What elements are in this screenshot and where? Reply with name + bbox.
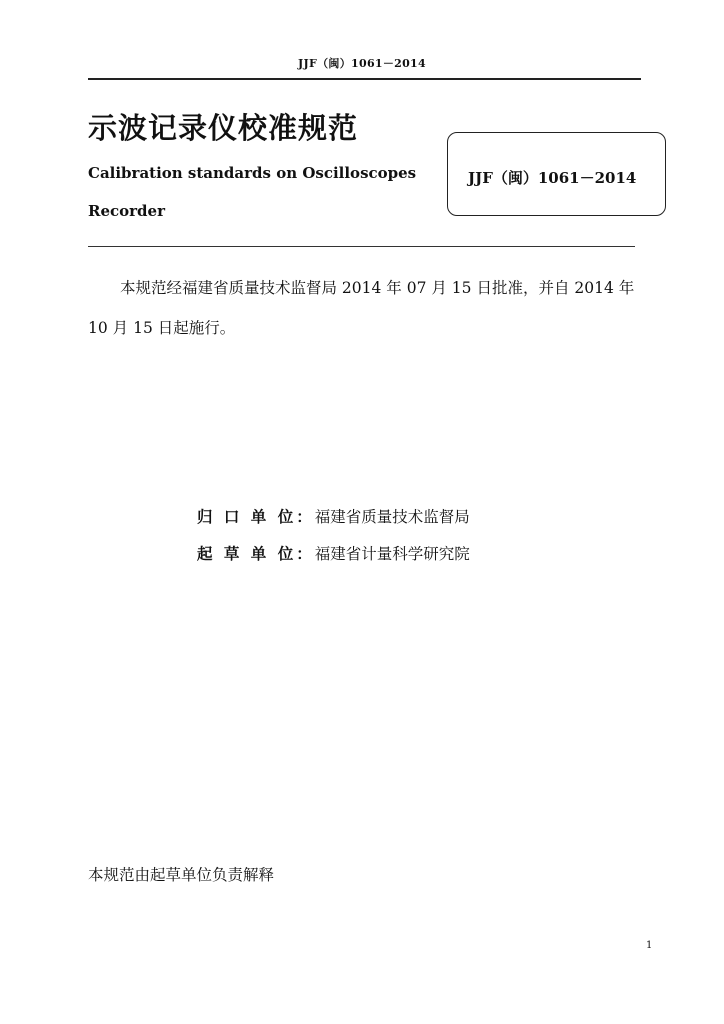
standard-code-box	[447, 132, 666, 216]
standard-code-box-text: JJF（闽）1061－2014	[468, 169, 637, 187]
document-title-english-line2: Recorder	[88, 202, 165, 220]
drafting-unit-row	[197, 542, 470, 564]
responsible-unit-label: 归 口 单 位：	[197, 507, 315, 526]
responsible-unit-row	[197, 505, 470, 527]
approval-text-line1: 本规范经福建省质量技术监督局 2014 年 07 月 15 日批准，并自 2014 年	[120, 279, 635, 297]
approval-text-line2: 10 月 15 日起施行。	[88, 319, 236, 337]
page-number: 1	[646, 940, 653, 951]
document-title-english-line1: Calibration standards on Oscilloscopes	[88, 164, 417, 182]
drafting-unit-value: 福建省计量科学研究院	[314, 545, 470, 563]
header-standard-code: JJF（闽）1061－2014	[298, 57, 426, 70]
drafting-unit-label: 起 草 单 位：	[197, 544, 315, 563]
title-divider	[88, 246, 635, 247]
responsible-unit-value: 福建省质量技术监督局	[314, 508, 470, 526]
header-divider	[88, 78, 641, 80]
interpretation-note: 本规范由起草单位负责解释	[88, 866, 275, 884]
document-title-chinese: 示波记录仪校准规范	[88, 111, 359, 145]
